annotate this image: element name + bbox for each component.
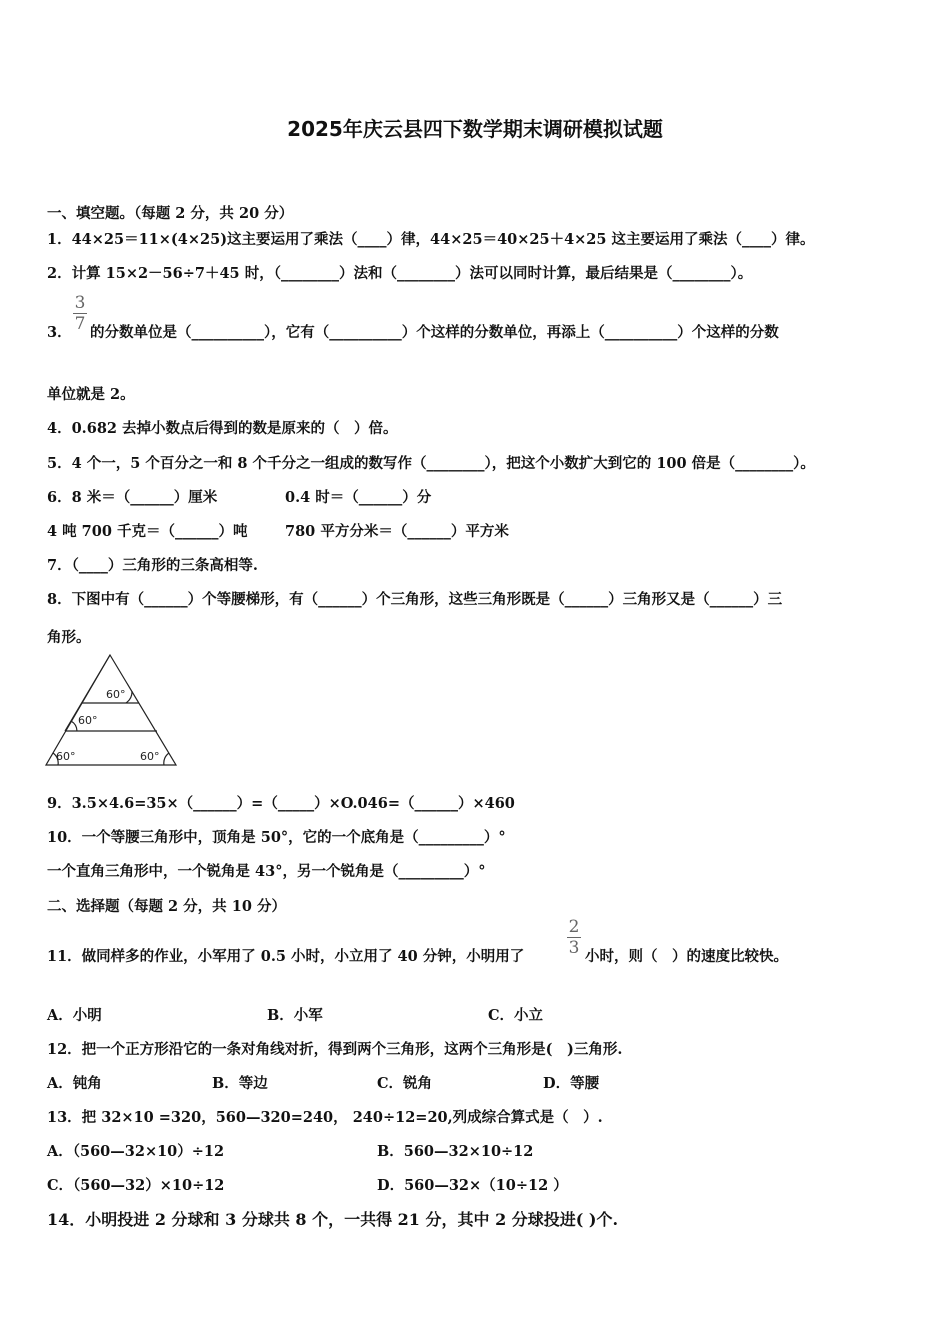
fraction-numerator: 2 bbox=[568, 917, 580, 937]
question-14: 14．小明投进 2 分球和 3 分球共 8 个，一共得 21 分，其中 2 分球投进( )个. bbox=[47, 1210, 619, 1229]
question-11-option-c: C．小立 bbox=[488, 1007, 544, 1024]
question-12-option-b: B．等边 bbox=[212, 1075, 268, 1092]
question-4: 4．0.682 去掉小数点后得到的数是原来的（ ）倍。 bbox=[47, 420, 398, 437]
angle-label-top: 60° bbox=[106, 688, 126, 701]
question-11-option-b: B．小军 bbox=[267, 1007, 323, 1024]
question-9: 9．3.5×4.6=35×（______）=（_____）×O.046=（______）×460 bbox=[47, 795, 515, 812]
question-10-b: 一个直角三角形中，一个锐角是 43°，另一个锐角是（_________）° bbox=[47, 863, 486, 880]
angle-label-bottom-left: 60° bbox=[56, 750, 76, 763]
fraction-numerator: 3 bbox=[74, 293, 86, 313]
question-6-d: 780 平方分米＝（______）平方米 bbox=[285, 523, 509, 540]
question-12: 12．把一个正方形沿它的一条对角线对折，得到两个三角形，这两个三角形是( )三角形. bbox=[47, 1041, 623, 1058]
question-11-text-a: 11．做同样多的作业，小军用了 0.5 小时，小立用了 40 分钟，小明用了 bbox=[47, 948, 525, 965]
question-6-b: 0.4 时＝（______）分 bbox=[285, 489, 432, 506]
section-heading-1: 一、填空题。（每题 2 分，共 20 分） bbox=[47, 205, 294, 222]
question-12-option-d: D．等腰 bbox=[543, 1075, 600, 1092]
page-title: 2025年庆云县四下数学期末调研模拟试题 bbox=[287, 117, 663, 141]
question-13-option-a: A．（560—32×10）÷12 bbox=[47, 1143, 225, 1160]
question-10-a: 10．一个等腰三角形中，顶角是 50°，它的一个底角是（_________）° bbox=[47, 829, 506, 846]
question-3-number: 3． bbox=[47, 324, 72, 341]
angle-arc-top bbox=[126, 691, 132, 703]
question-8-continued: 角形。 bbox=[47, 629, 91, 646]
fraction-3-7 bbox=[73, 294, 87, 333]
question-12-option-c: C．锐角 bbox=[377, 1075, 433, 1092]
outer-triangle bbox=[46, 655, 176, 765]
question-13-option-c: C．（560—32）×10÷12 bbox=[47, 1177, 225, 1194]
question-7: 7．（____）三角形的三条高相等. bbox=[47, 557, 258, 574]
angle-arc-bottom-right bbox=[164, 753, 169, 765]
angle-label-bottom-right: 60° bbox=[140, 750, 160, 763]
question-11-text-b: 小时，则（ ）的速度比较快。 bbox=[585, 948, 788, 965]
question-2: 2．计算 15×2－56÷7＋45 时，（________）法和（________）法可以同时计算，最后结果是（________）。 bbox=[47, 265, 753, 282]
fraction-2-3 bbox=[567, 918, 581, 957]
angle-label-middle: 60° bbox=[78, 714, 98, 727]
question-13: 13．把 32×10 =320，560—320=240， 240÷12=20,列成综合算式是（ ）. bbox=[47, 1109, 603, 1126]
question-13-option-b: B．560—32×10÷12 bbox=[377, 1143, 534, 1160]
question-8: 8．下图中有（______）个等腰梯形，有（______）个三角形，这些三角形既是（______）三角形又是（______）三 bbox=[47, 591, 783, 608]
question-3-continued: 单位就是 2。 bbox=[47, 386, 135, 403]
triangle-figure bbox=[42, 652, 182, 770]
question-6-c: 4 吨 700 千克＝（______）吨 bbox=[47, 523, 248, 540]
question-6-a: 6．8 米＝（______）厘米 bbox=[47, 489, 218, 506]
question-12-option-a: A．钝角 bbox=[47, 1075, 102, 1092]
section-heading-2: 二、选择题（每题 2 分，共 10 分） bbox=[47, 898, 286, 915]
question-13-option-d: D．560—32×（10÷12 ） bbox=[377, 1177, 568, 1194]
fraction-denominator: 7 bbox=[74, 314, 86, 334]
question-3-text: 的分数单位是（__________），它有（__________）个这样的分数单位，再添上（__________）个这样的分数 bbox=[90, 324, 779, 341]
question-11-option-a: A．小明 bbox=[47, 1007, 102, 1024]
fraction-denominator: 3 bbox=[568, 938, 580, 958]
question-5: 5．4 个一，5 个百分之一和 8 个千分之一组成的数写作（________），把这个小数扩大到它的 100 倍是（________）。 bbox=[47, 455, 815, 472]
question-1: 1．44×25＝11×(4×25)这主要运用了乘法（____）律，44×25＝40×25＋4×25 这主要运用了乘法（____）律。 bbox=[47, 231, 815, 248]
angle-arc-middle bbox=[71, 721, 77, 731]
